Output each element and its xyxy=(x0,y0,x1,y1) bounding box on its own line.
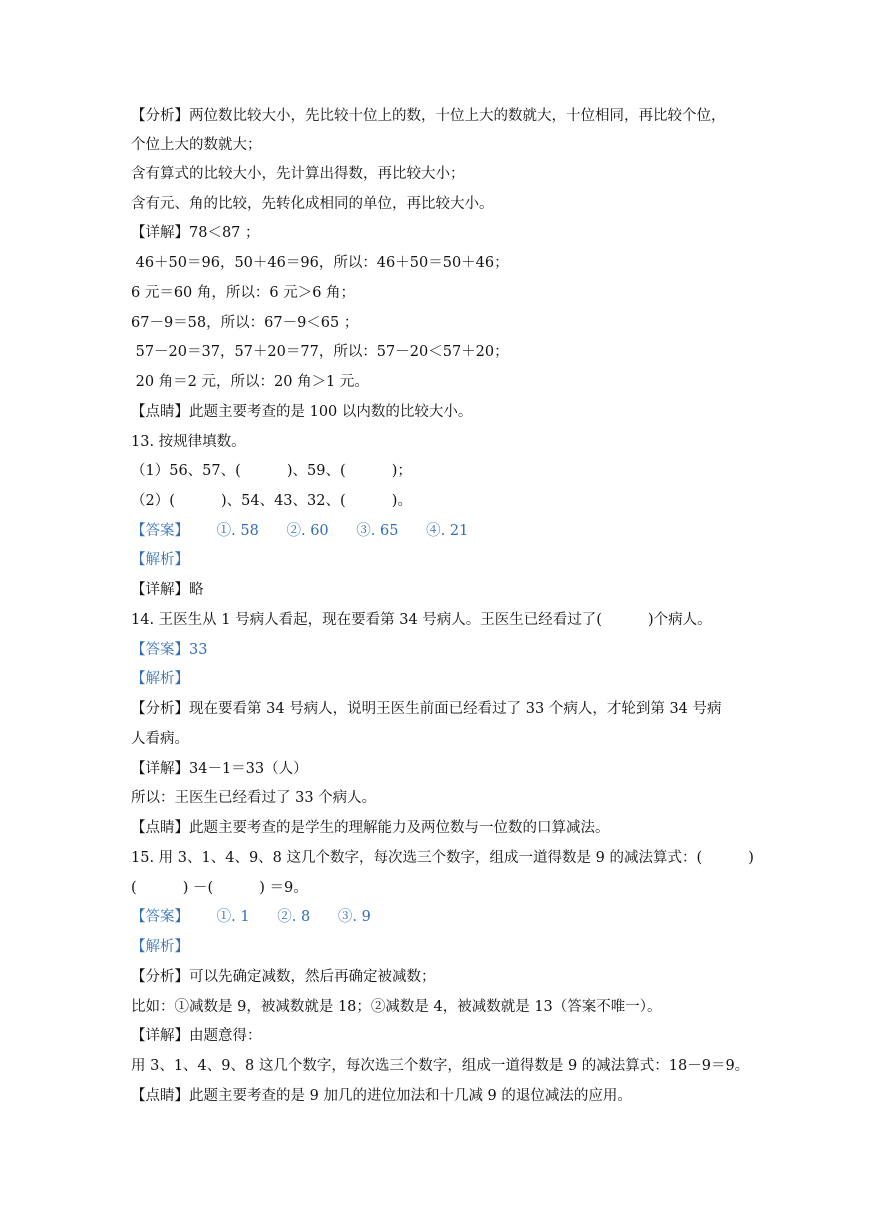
analysis-line-2: 个位上大的数就大； xyxy=(131,137,262,153)
question-14-answer: 【答案】33 xyxy=(131,642,208,658)
question-15-detail-2: 用 3、1、4、9、8 这几个数字，每次选三个数字，组成一道得数是 9 的减法算式：18－9＝9。 xyxy=(131,1058,750,1074)
detail-line-6: 20 角＝2 元，所以：20 角＞1 元。 xyxy=(131,374,369,390)
question-13-explanation-heading: 【解析】 xyxy=(131,552,189,568)
analysis-line-4: 含有元、角的比较，先转化成相同的单位，再比较大小。 xyxy=(131,196,494,212)
question-15-analysis-1: 【分析】可以先确定减数，然后再确定被减数； xyxy=(131,969,436,985)
question-14-explanation-heading: 【解析】 xyxy=(131,671,189,687)
analysis-line-3: 含有算式的比较大小，先计算出得数，再比较大小； xyxy=(131,166,465,182)
question-14-title: 14. 王医生从 1 号病人看起，现在要看第 34 号病人。王医生已经看过了( )个病人。 xyxy=(131,612,712,628)
question-15-title: 15. 用 3、1、4、9、8 这几个数字，每次选三个数字，组成一道得数是 9 的减法算式：( ) xyxy=(131,850,754,866)
question-15-answer: 【答案】 ①. 1 ②. 8 ③. 9 xyxy=(131,909,371,925)
question-14-detail-2: 所以：王医生已经看过了 33 个病人。 xyxy=(131,790,377,806)
question-15-blanks: ( ) －( ) ＝9。 xyxy=(131,880,308,896)
question-13-part-1: （1）56、57、( )、59、( )； xyxy=(131,463,412,479)
detail-line-1: 【详解】78＜87 ； xyxy=(131,225,260,241)
question-14-analysis-1: 【分析】现在要看第 34 号病人，说明王医生前面已经看过了 33 个病人，才轮到第 34 号病 xyxy=(131,701,722,717)
question-15-analysis-2: 比如：①减数是 9，被减数就是 18；②减数是 4，被减数就是 13（答案不唯一）。 xyxy=(131,999,662,1015)
question-15-comment: 【点睛】此题主要考查的是 9 加几的进位加法和十几减 9 的退位减法的应用。 xyxy=(131,1088,632,1104)
question-13-part-2: （2）( )、54、43、32、( )。 xyxy=(131,493,412,509)
detail-line-4: 67－9＝58，所以：67－9＜65 ； xyxy=(131,315,359,331)
detail-line-5: 57－20＝37，57＋20＝77，所以：57－20＜57＋20； xyxy=(131,344,509,360)
question-14-analysis-2: 人看病。 xyxy=(131,731,189,747)
question-15-explanation-heading: 【解析】 xyxy=(131,939,189,955)
question-13-detail: 【详解】略 xyxy=(131,582,204,598)
detail-line-2: 46＋50＝96，50＋46＝96，所以：46＋50＝50＋46； xyxy=(131,255,509,271)
question-13-title: 13. 按规律填数。 xyxy=(131,434,246,450)
question-14-detail-1: 【详解】34－1＝33（人） xyxy=(131,761,308,777)
question-13-answer: 【答案】 ①. 58 ②. 60 ③. 65 ④. 21 xyxy=(131,523,469,539)
question-14-comment: 【点睛】此题主要考查的是学生的理解能力及两位数与一位数的口算减法。 xyxy=(131,820,610,836)
question-15-detail-1: 【详解】由题意得： xyxy=(131,1028,262,1044)
analysis-line-1: 【分析】两位数比较大小，先比较十位上的数，十位上大的数就大，十位相同，再比较个位， xyxy=(131,108,726,124)
detail-line-3: 6 元＝60 角，所以：6 元＞6 角； xyxy=(131,285,356,301)
comment-line: 【点睛】此题主要考查的是 100 以内数的比较大小。 xyxy=(131,404,473,420)
